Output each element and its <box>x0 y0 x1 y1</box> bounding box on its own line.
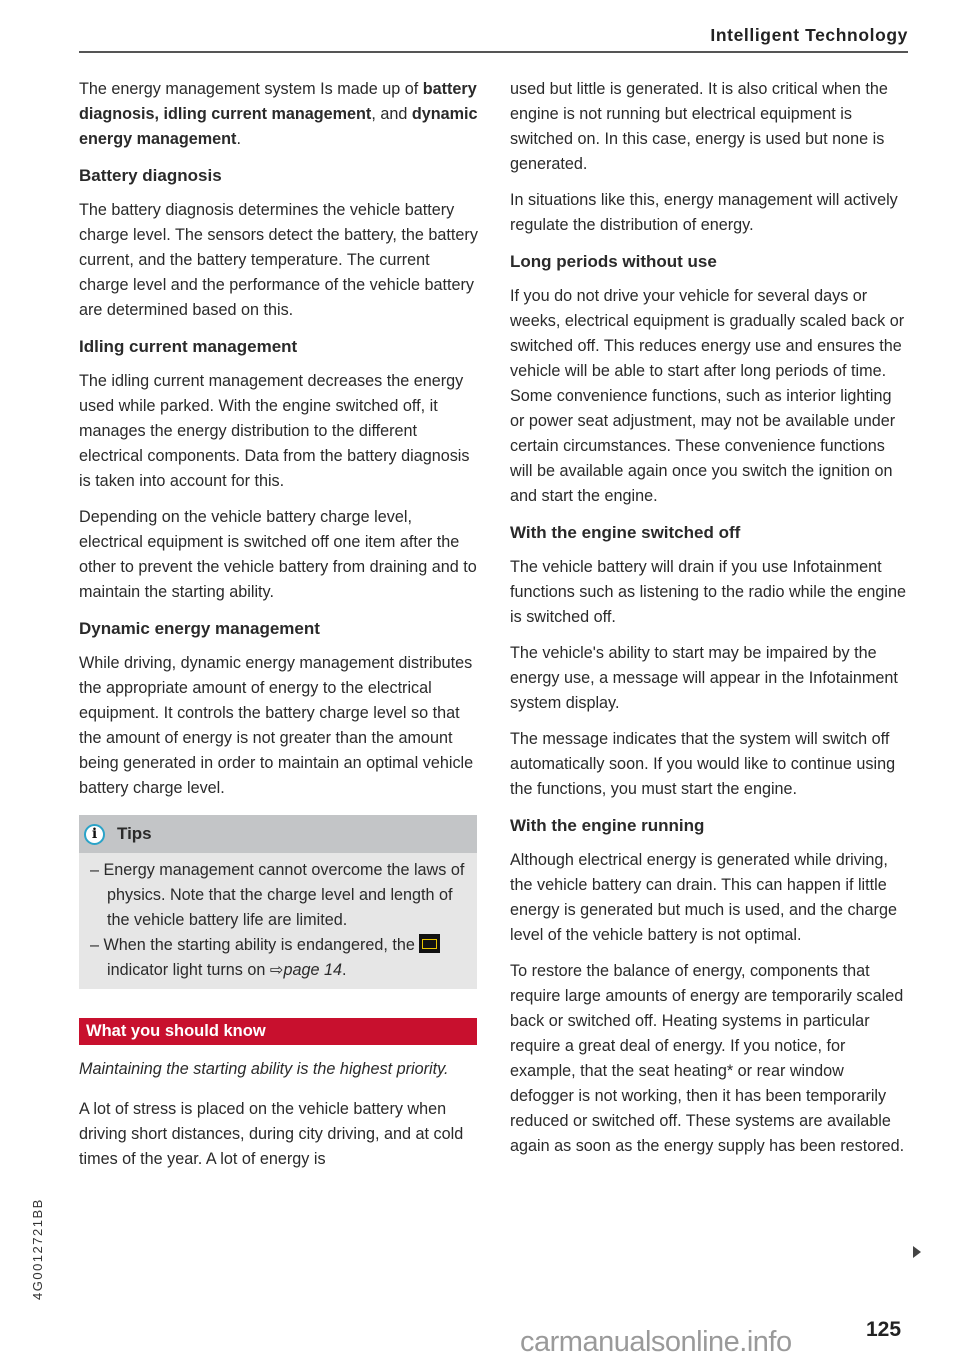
paragraph: Depending on the vehicle battery charge level, electrical equipment is switched off one item after the other to prevent the vehicle battery from draining and to maintain the starting ability. <box>79 508 477 601</box>
paragraph: The vehicle's ability to start may be impaired by the energy use, a message will appear in the Infotainment system display. <box>510 644 898 712</box>
paragraph: To restore the balance of energy, components that require large amounts of energy are temporarily scaled back or switched off. Heating systems in particular require a great deal of energy. If you notice, for example, that the seat heating* or rear window defogger is not working, then it has been temporarily reduced or switched off. These systems are available again as soon as the energy supply has been restored. <box>510 962 905 1155</box>
paragraph: A lot of stress is placed on the vehicle battery when driving short distances, during city driving, and at cold times of the year. A lot of energy is <box>79 1100 464 1168</box>
tip-text: indicator light turns on ⇨ <box>107 961 284 979</box>
watermark: carmanualsonline.info <box>520 1326 792 1358</box>
paragraph: If you do not drive your vehicle for several days or weeks, electrical equipment is gradually scaled back or switched off. This reduces energy use and ensures the vehicle will be able to start after long periods of time. Some convenience functions, such as interior lighting or power seat adjustment, may not be available under certain circumstances. These convenience functions will be available again once you switch the ignition on and start the engine. <box>510 287 905 505</box>
tips-box <box>79 815 477 989</box>
tip-text: – When the starting ability is endangered, the <box>90 936 420 954</box>
italic-lead: Maintaining the starting ability is the highest priority. <box>79 1060 449 1078</box>
heading-idling-current: Idling current management <box>79 337 298 356</box>
tips-header <box>79 815 477 853</box>
intro-text: , and <box>371 105 412 123</box>
heading-long-periods: Long periods without use <box>510 252 717 271</box>
section-banner: What you should know <box>79 1018 477 1045</box>
tip-item: – Energy management cannot overcome the laws of physics. Note that the charge level and length of the vehicle battery life are limited. <box>90 861 465 929</box>
paragraph: The message indicates that the system will switch off automatically soon. If you would like to continue using the functions, you must start the engine. <box>510 730 896 798</box>
intro-text: . <box>236 130 241 148</box>
paragraph: The idling current management decreases the energy used while parked. With the engine switched off, it manages the energy distribution to the different electrical components. Data from the battery diagnosis is taken into account for this. <box>79 372 470 490</box>
battery-warning-icon <box>419 934 440 953</box>
heading-battery-diagnosis: Battery diagnosis <box>79 166 222 185</box>
tip-text: . <box>341 961 347 979</box>
continue-arrow-icon <box>913 1246 921 1258</box>
tip-item <box>90 933 469 983</box>
header-divider <box>79 51 908 53</box>
intro-text: The energy management system Is made up of <box>79 80 423 98</box>
heading-engine-off: With the engine switched off <box>510 523 741 542</box>
paragraph: used but little is generated. It is also critical when the engine is not running but electrical equipment is switched on. In this case, energy is used but none is generated. <box>510 80 888 173</box>
tips-list <box>79 853 477 983</box>
paragraph: In situations like this, energy management will actively regulate the distribution of energy. <box>510 191 898 234</box>
section-title: Intelligent Technology <box>710 25 908 45</box>
heading-dynamic-energy: Dynamic energy management <box>79 619 320 638</box>
paragraph: While driving, dynamic energy management distributes the appropriate amount of energy to the electrical equipment. It controls the battery charge level so that the amount of energy is not greater than the amount being generated in order to maintain an optimal vehicle battery charge level. <box>79 654 474 797</box>
info-icon: i <box>84 824 105 845</box>
heading-engine-running: With the engine running <box>510 816 705 835</box>
paragraph: The battery diagnosis determines the vehicle battery charge level. The sensors detect the battery, the battery current, and the battery temperature. The current charge level and the performance of the vehicle battery are determined based on this. <box>79 201 478 319</box>
left-column <box>79 77 479 1183</box>
intro-bold: battery diagnosis, idling current management <box>79 80 477 123</box>
document-code: 4G0012721BB <box>30 1198 45 1300</box>
paragraph: The vehicle battery will drain if you use Infotainment functions such as listening to the radio while the engine is switched off. <box>510 558 906 626</box>
page-number: 125 <box>866 1318 902 1341</box>
paragraph: Although electrical energy is generated while driving, the vehicle battery can drain. This can happen if little energy is generated but much is used, and the charge level of the vehicle battery is not optimal. <box>510 851 897 944</box>
intro-paragraph <box>79 77 479 152</box>
tips-title: Tips <box>117 824 152 843</box>
intro-bold: dynamic energy management <box>79 105 478 148</box>
page-reference-link[interactable]: page 14 <box>283 961 342 979</box>
right-column <box>510 77 910 1170</box>
